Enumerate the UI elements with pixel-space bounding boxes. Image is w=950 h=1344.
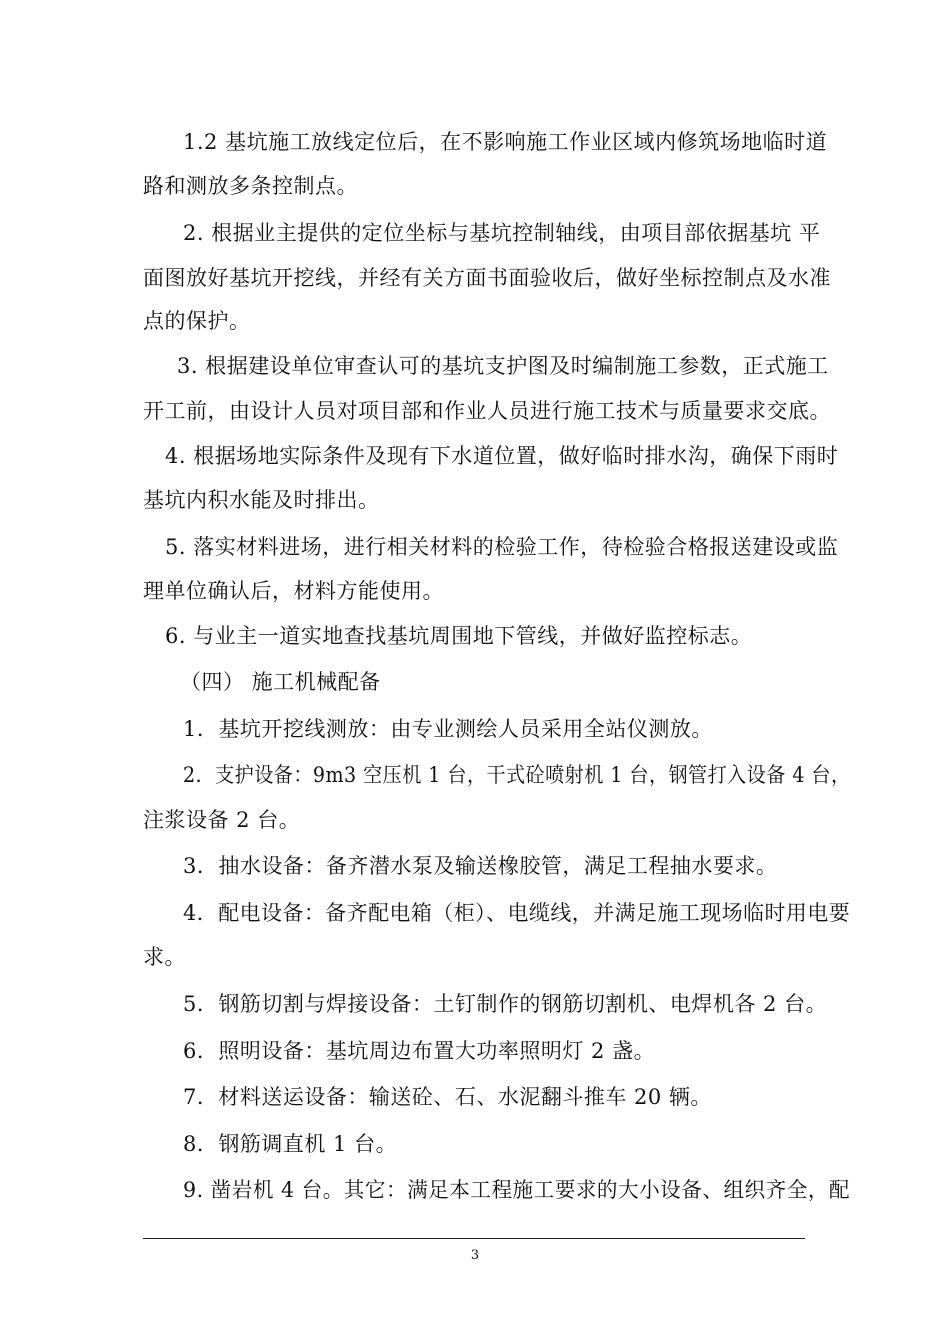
text-line-21: 6．照明设备：基坑周边布置大功率照明灯 2 盏。 [183,1039,656,1063]
text-line-12: 6. 与业主一道实地查找基坑周围地下管线，并做好监控标志。 [165,624,753,648]
text-line-22: 7．材料送运设备：输送砼、石、水泥翻斗推车 20 辆。 [183,1085,712,1109]
text-line-19: 求。 [143,945,186,969]
text-line-24: 9. 凿岩机 4 台。其它：满足本工程施工要求的大小设备、组织齐全，配 [183,1178,851,1202]
text-line-23: 8．钢筋调直机 1 台。 [183,1132,398,1156]
text-line-18: 4．配电设备：备齐配电箱（柜）、电缆线，并满足施工现场临时用电要 [183,901,851,925]
text-line-7: 开工前，由设计人员对项目部和作业人员进行施工技术与质量要求交底。 [143,399,831,423]
text-line-10: 5. 落实材料进场，进行相关材料的检验工作，待检验合格报送建设或监 [165,535,839,559]
text-line-11: 理单位确认后，材料方能使用。 [143,579,444,603]
text-line-20: 5．钢筋切割与焊接设备：土钉制作的钢筋切割机、电焊机各 2 台。 [183,992,828,1016]
page-number: 3 [470,1248,480,1263]
text-line-17: 3．抽水设备：备齐潜水泵及输送橡胶管，满足工程抽水要求。 [183,854,778,878]
text-line-16: 注浆设备 2 台。 [143,808,301,832]
text-line-4: 面图放好基坑开挖线，并经有关方面书面验收后，做好坐标控制点及水准 [143,266,831,290]
text-line-3: 2. 根据业主提供的定位坐标与基坑控制轴线，由项目部依据基坑 平 [183,221,821,245]
text-line-1: 1.2 基坑施工放线定位后，在不影响施工作业区域内修筑场地临时道 [183,130,828,154]
text-line-9: 基坑内积水能及时排出。 [143,488,380,512]
text-line-8: 4. 根据场地实际条件及现有下水道位置，做好临时排水沟，确保下雨时 [165,444,839,468]
text-line-6: 3. 根据建设单位审查认可的基坑支护图及时编制施工参数，正式施工 [177,354,829,378]
footer-divider [143,1238,805,1239]
text-line-2: 路和测放多条控制点。 [143,174,358,198]
text-line-15: 2．支护设备：9m3 空压机 1 台，干式砼喷射机 1 台，钢管打入设备 4 台， [183,763,851,787]
text-line-14: 1．基坑开挖线测放：由专业测绘人员采用全站仪测放。 [183,717,713,741]
text-line-5: 点的保护。 [143,309,251,333]
section-heading: （四） 施工机械配备 [180,670,381,694]
